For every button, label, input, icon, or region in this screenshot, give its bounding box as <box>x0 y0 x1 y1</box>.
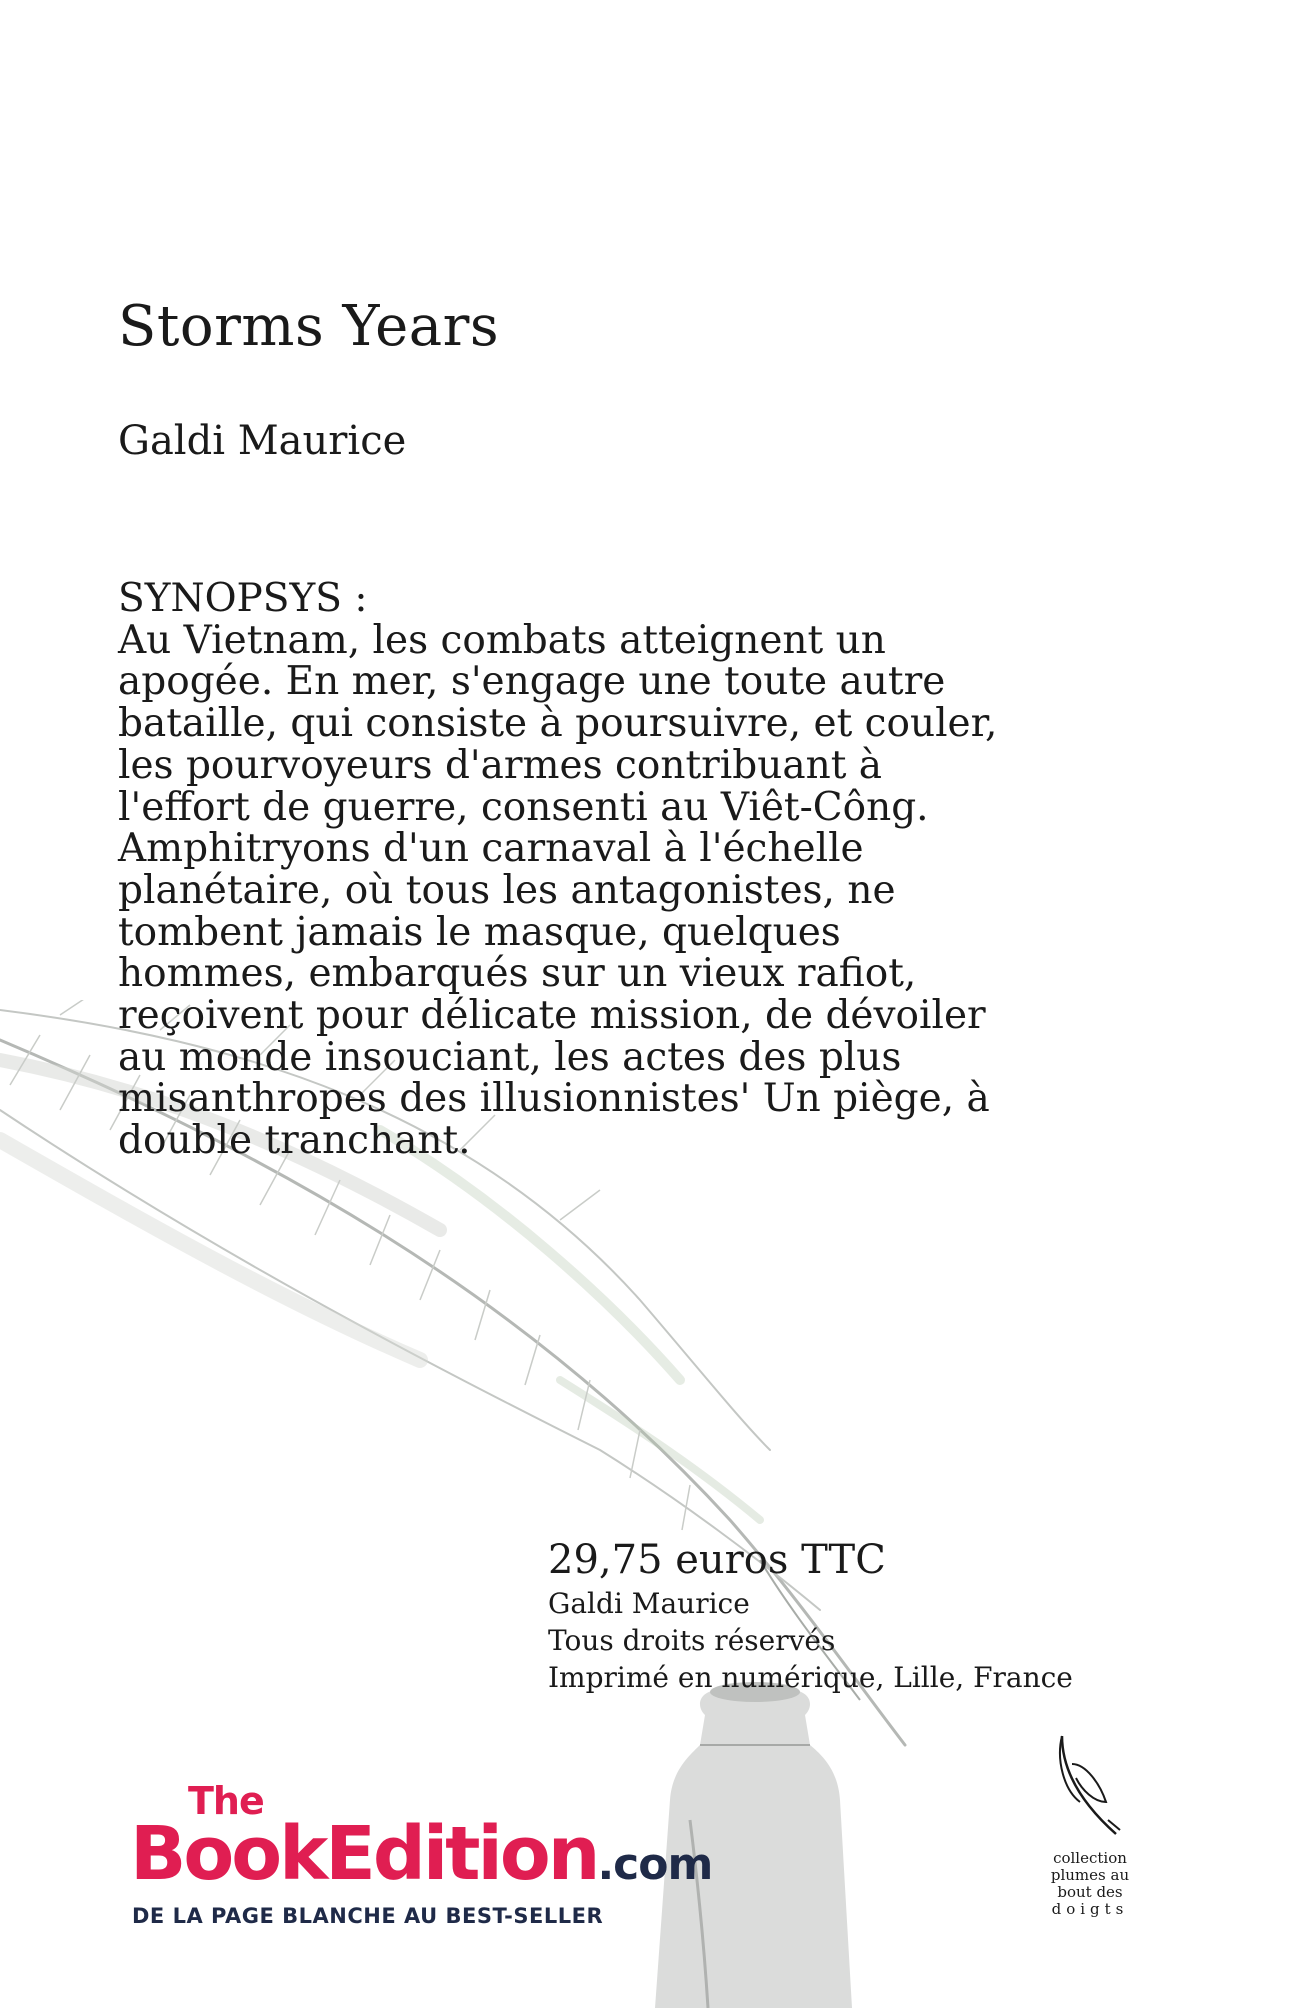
printing-notice: Imprimé en numérique, Lille, France <box>548 1661 1073 1694</box>
collection-line-1: collection <box>1053 1849 1127 1867</box>
collection-line-4: doigts <box>1051 1900 1129 1918</box>
quill-icon <box>1050 1730 1130 1842</box>
publisher-logo-name <box>130 1811 713 1905</box>
collection-name <box>1045 1850 1135 1918</box>
colophon-author: Galdi Maurice <box>548 1587 750 1620</box>
book-title: Storms Years <box>118 294 500 359</box>
price: 29,75 euros TTC <box>548 1537 886 1583</box>
collection-line-3: bout des <box>1057 1883 1123 1901</box>
colophon <box>548 1535 1248 1696</box>
synopsis-heading: SYNOPSYS : <box>118 576 368 621</box>
rights-notice: Tous droits réservés <box>548 1624 836 1657</box>
synopsis <box>118 578 998 1162</box>
publisher-logo <box>130 1779 713 1942</box>
publisher-suffix: .com <box>597 1839 713 1890</box>
publisher-tagline: DE LA PAGE BLANCHE AU BEST-SELLER <box>132 1904 604 1928</box>
collection-logo <box>1045 1730 1135 1918</box>
publisher-name: BookEdition <box>130 1811 598 1897</box>
publisher-logo-the: The <box>188 1779 264 1823</box>
synopsis-body: Au Vietnam, les combats atteignent un apogée. En mer, s'engage une toute autre bataille, qui consiste à poursuivre, et couler, les pourvoyeurs d'armes contribuant à l'effort de guerre, consenti au Viêt-Công. Amphitryons d'un carnaval à l'échelle planétaire, où tous les antagonistes, ne tombent jamais le masque, quelques hommes, embarqués sur un vieux rafiot, reçoivent pour délicate mission, de dévoiler au monde insouciant, les actes des plus misanthropes des illusionnistes' Un piège, à double tranchant. <box>118 617 998 1164</box>
collection-line-2: plumes au <box>1050 1866 1130 1884</box>
book-author: Galdi Maurice <box>118 418 407 464</box>
